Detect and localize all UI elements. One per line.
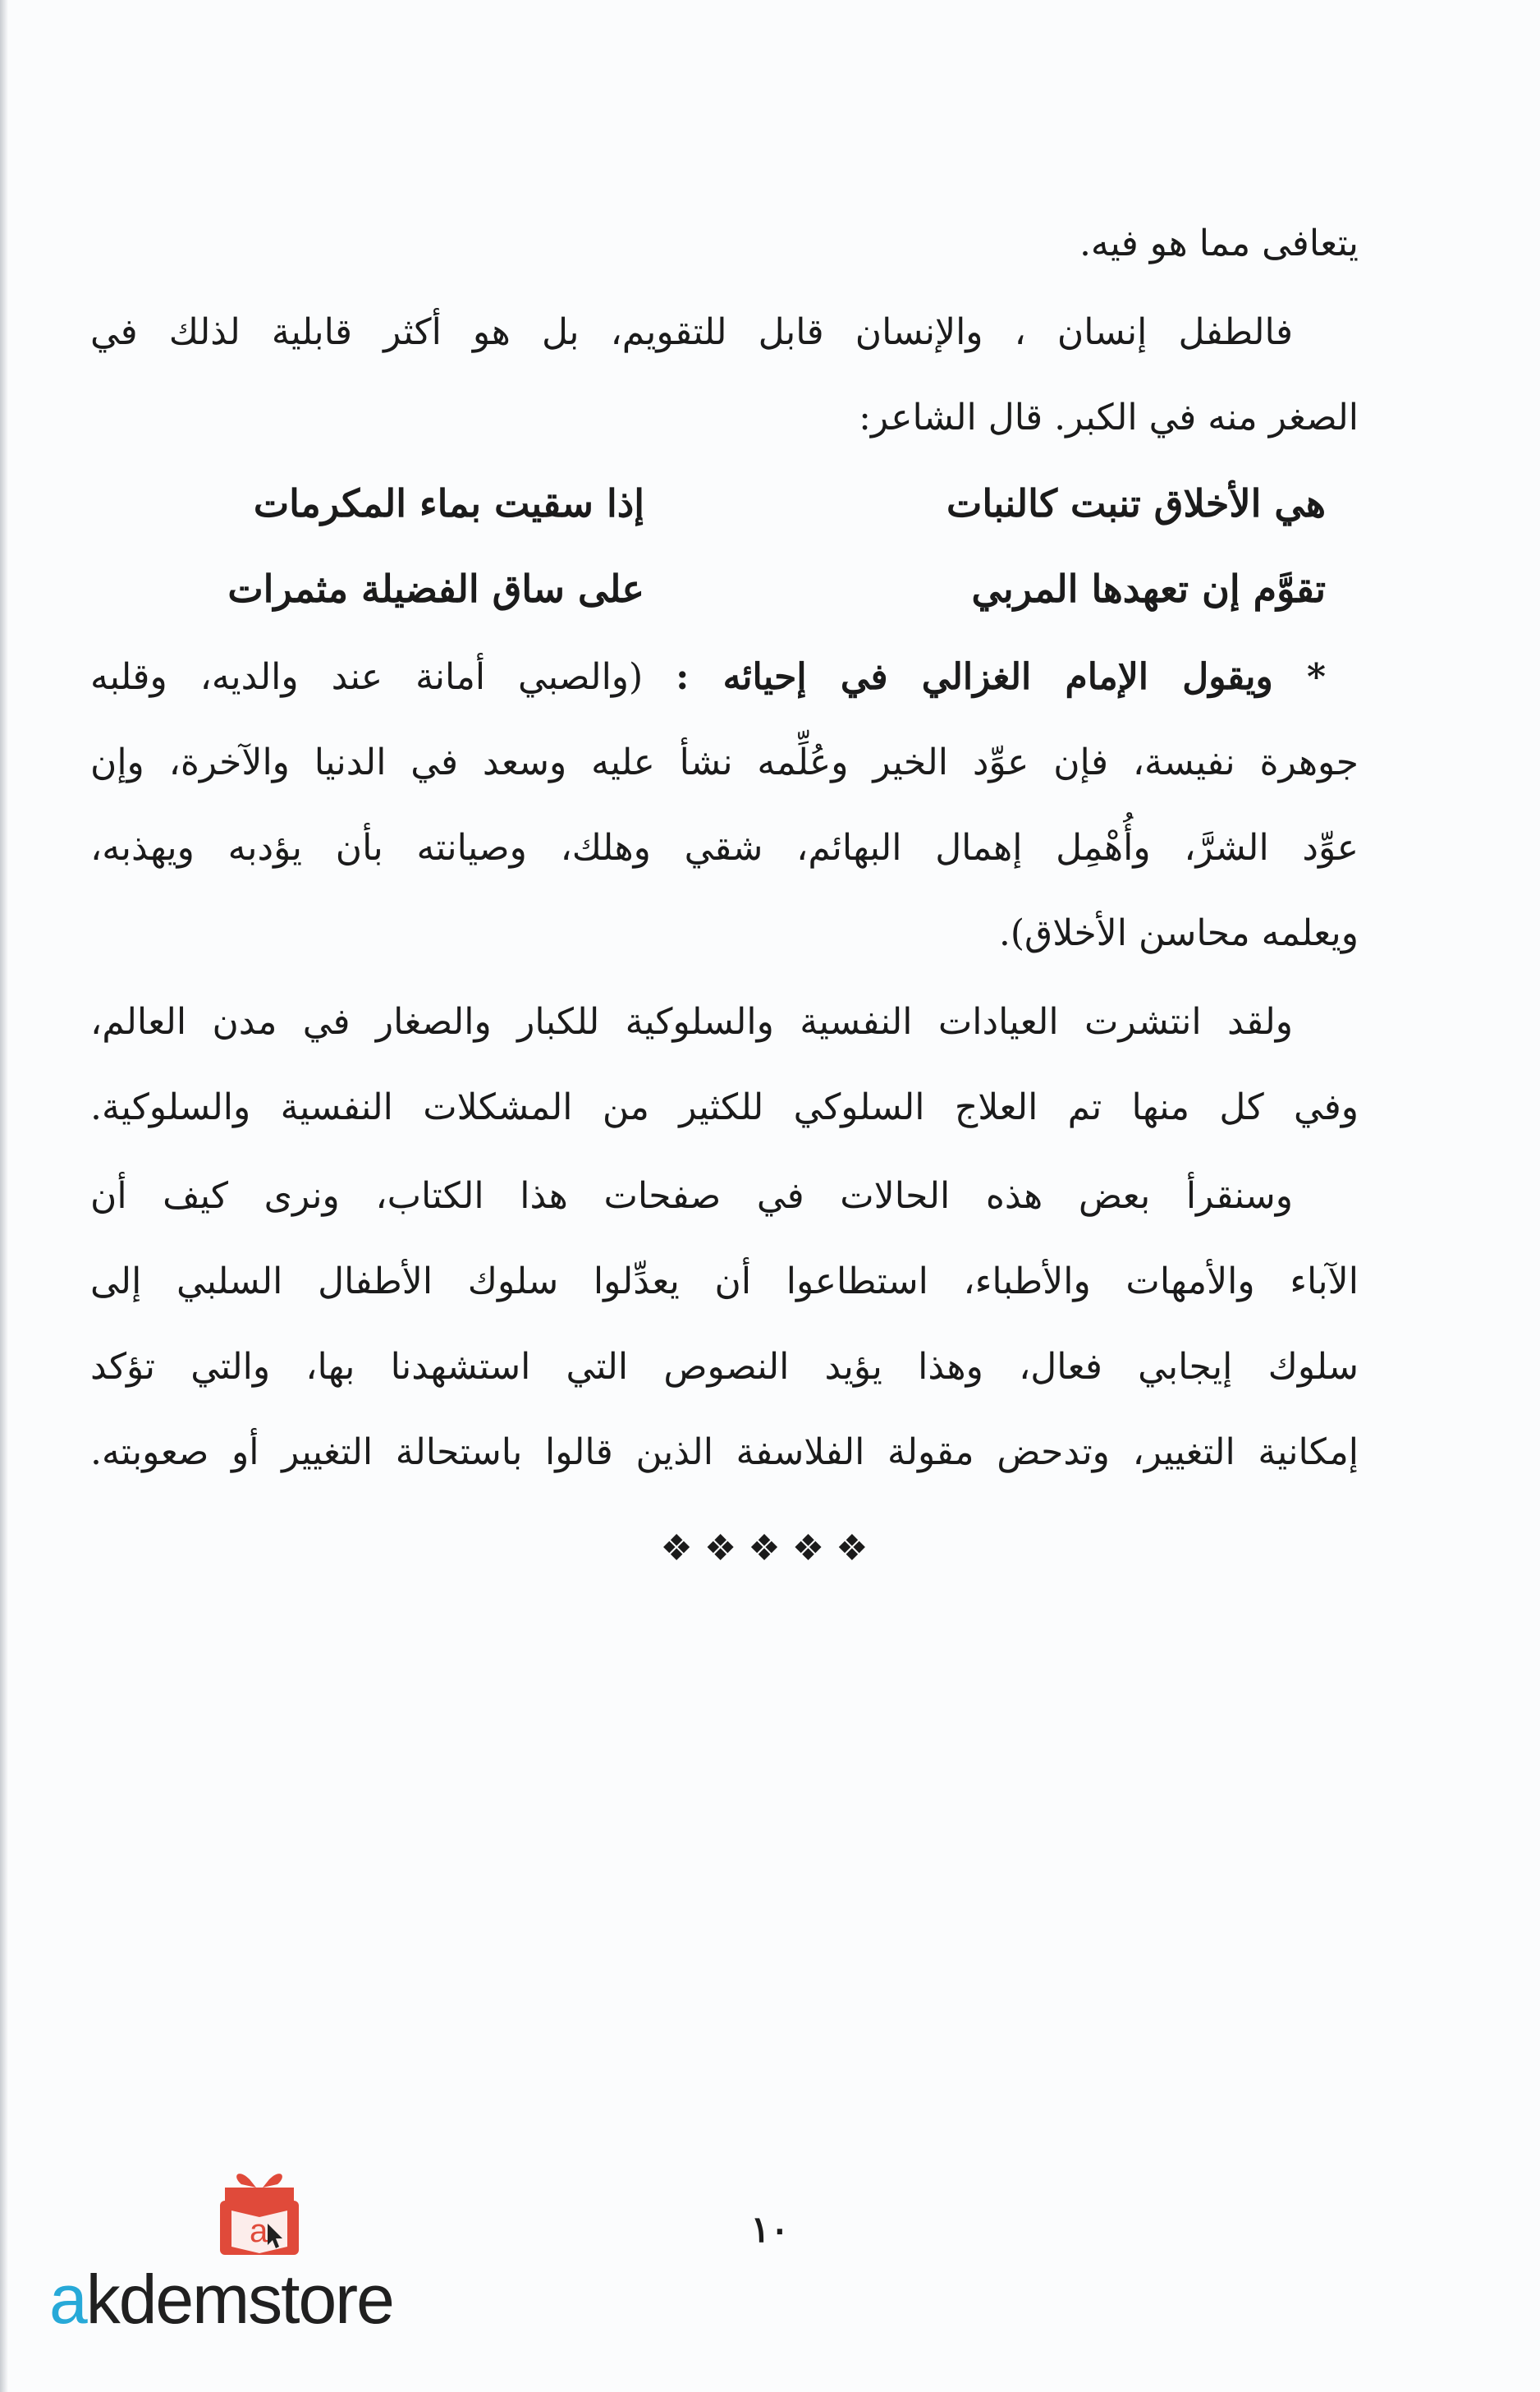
text-line: فالطفل إنسان ، والإنسان قابل للتقويم، بل هو أكثر قابلية لذلك في [90,311,1293,353]
poem-verse [90,461,1359,546]
svg-text:a: a [250,2213,268,2249]
text-line: جوهرة نفيسة، فإن عوِّد الخير وعُلِّمه نشأ عليه وسعد في الدنيا والآخرة، وإن [90,741,1359,783]
text-line: يتعافى مما هو فيه. [1079,223,1359,264]
section-ornament: ❖❖❖❖❖ [660,1527,880,1569]
text-line: ولقد انتشرت العيادات النفسية والسلوكية للكبار والصغار في مدن العالم، [90,1001,1293,1043]
text-line: الصغر منه في الكبر. قال الشاعر: [859,397,1359,438]
verse-hemistich: إذا سقيت بماء المكرمات [253,481,644,526]
page-number: ١٠ [750,2209,790,2251]
text-line: سلوك إيجابي فعال، وهذا يؤيد النصوص التي استشهدنا بها، والتي تؤكد [90,1346,1359,1388]
text-line [90,635,1359,720]
body-text [90,201,1359,1495]
text-line: الآباء والأمهات والأطباء، استطاعوا أن يعدِّلوا سلوك الأطفال السلبي إلى [90,1260,1359,1302]
book-gift-icon [213,2168,305,2258]
store-name: akdemstore [49,2261,393,2338]
text-line: عوِّد الشرَّ، وأُهْمِل إهمال البهائم، شقي وهلك، وصيانته بأن يؤدبه ويهذبه، [90,827,1359,869]
text-line: وسنقرأ بعض هذه الحالات في صفحات هذا الكتاب، ونرى كيف أن [90,1175,1293,1217]
verse-hemistich: على ساق الفضيلة مثمرات [227,567,644,611]
verse-hemistich: هي الأخلاق تنبت كالنبات [946,481,1326,526]
quote-lead: * ويقول الإمام الغزالي في إحيائه : [676,656,1326,698]
text-line: وفي كل منها تم العلاج السلوكي للكثير من المشكلات النفسية والسلوكية. [90,1086,1359,1128]
text-line: إمكانية التغيير، وتدحض مقولة الفلاسفة الذين قالوا باستحالة التغيير أو صعوبته. [90,1431,1359,1473]
store-watermark-logo [49,2168,476,2338]
text-line: ويعلمه محاسن الأخلاق). [998,912,1359,954]
page-edge-shadow [0,0,8,2392]
poem-verse [90,546,1359,631]
quote-text: (والصبي أمانة عند والديه، وقلبه [90,656,644,698]
verse-hemistich: تقوَّم إن تعهدها المربي [971,567,1326,611]
